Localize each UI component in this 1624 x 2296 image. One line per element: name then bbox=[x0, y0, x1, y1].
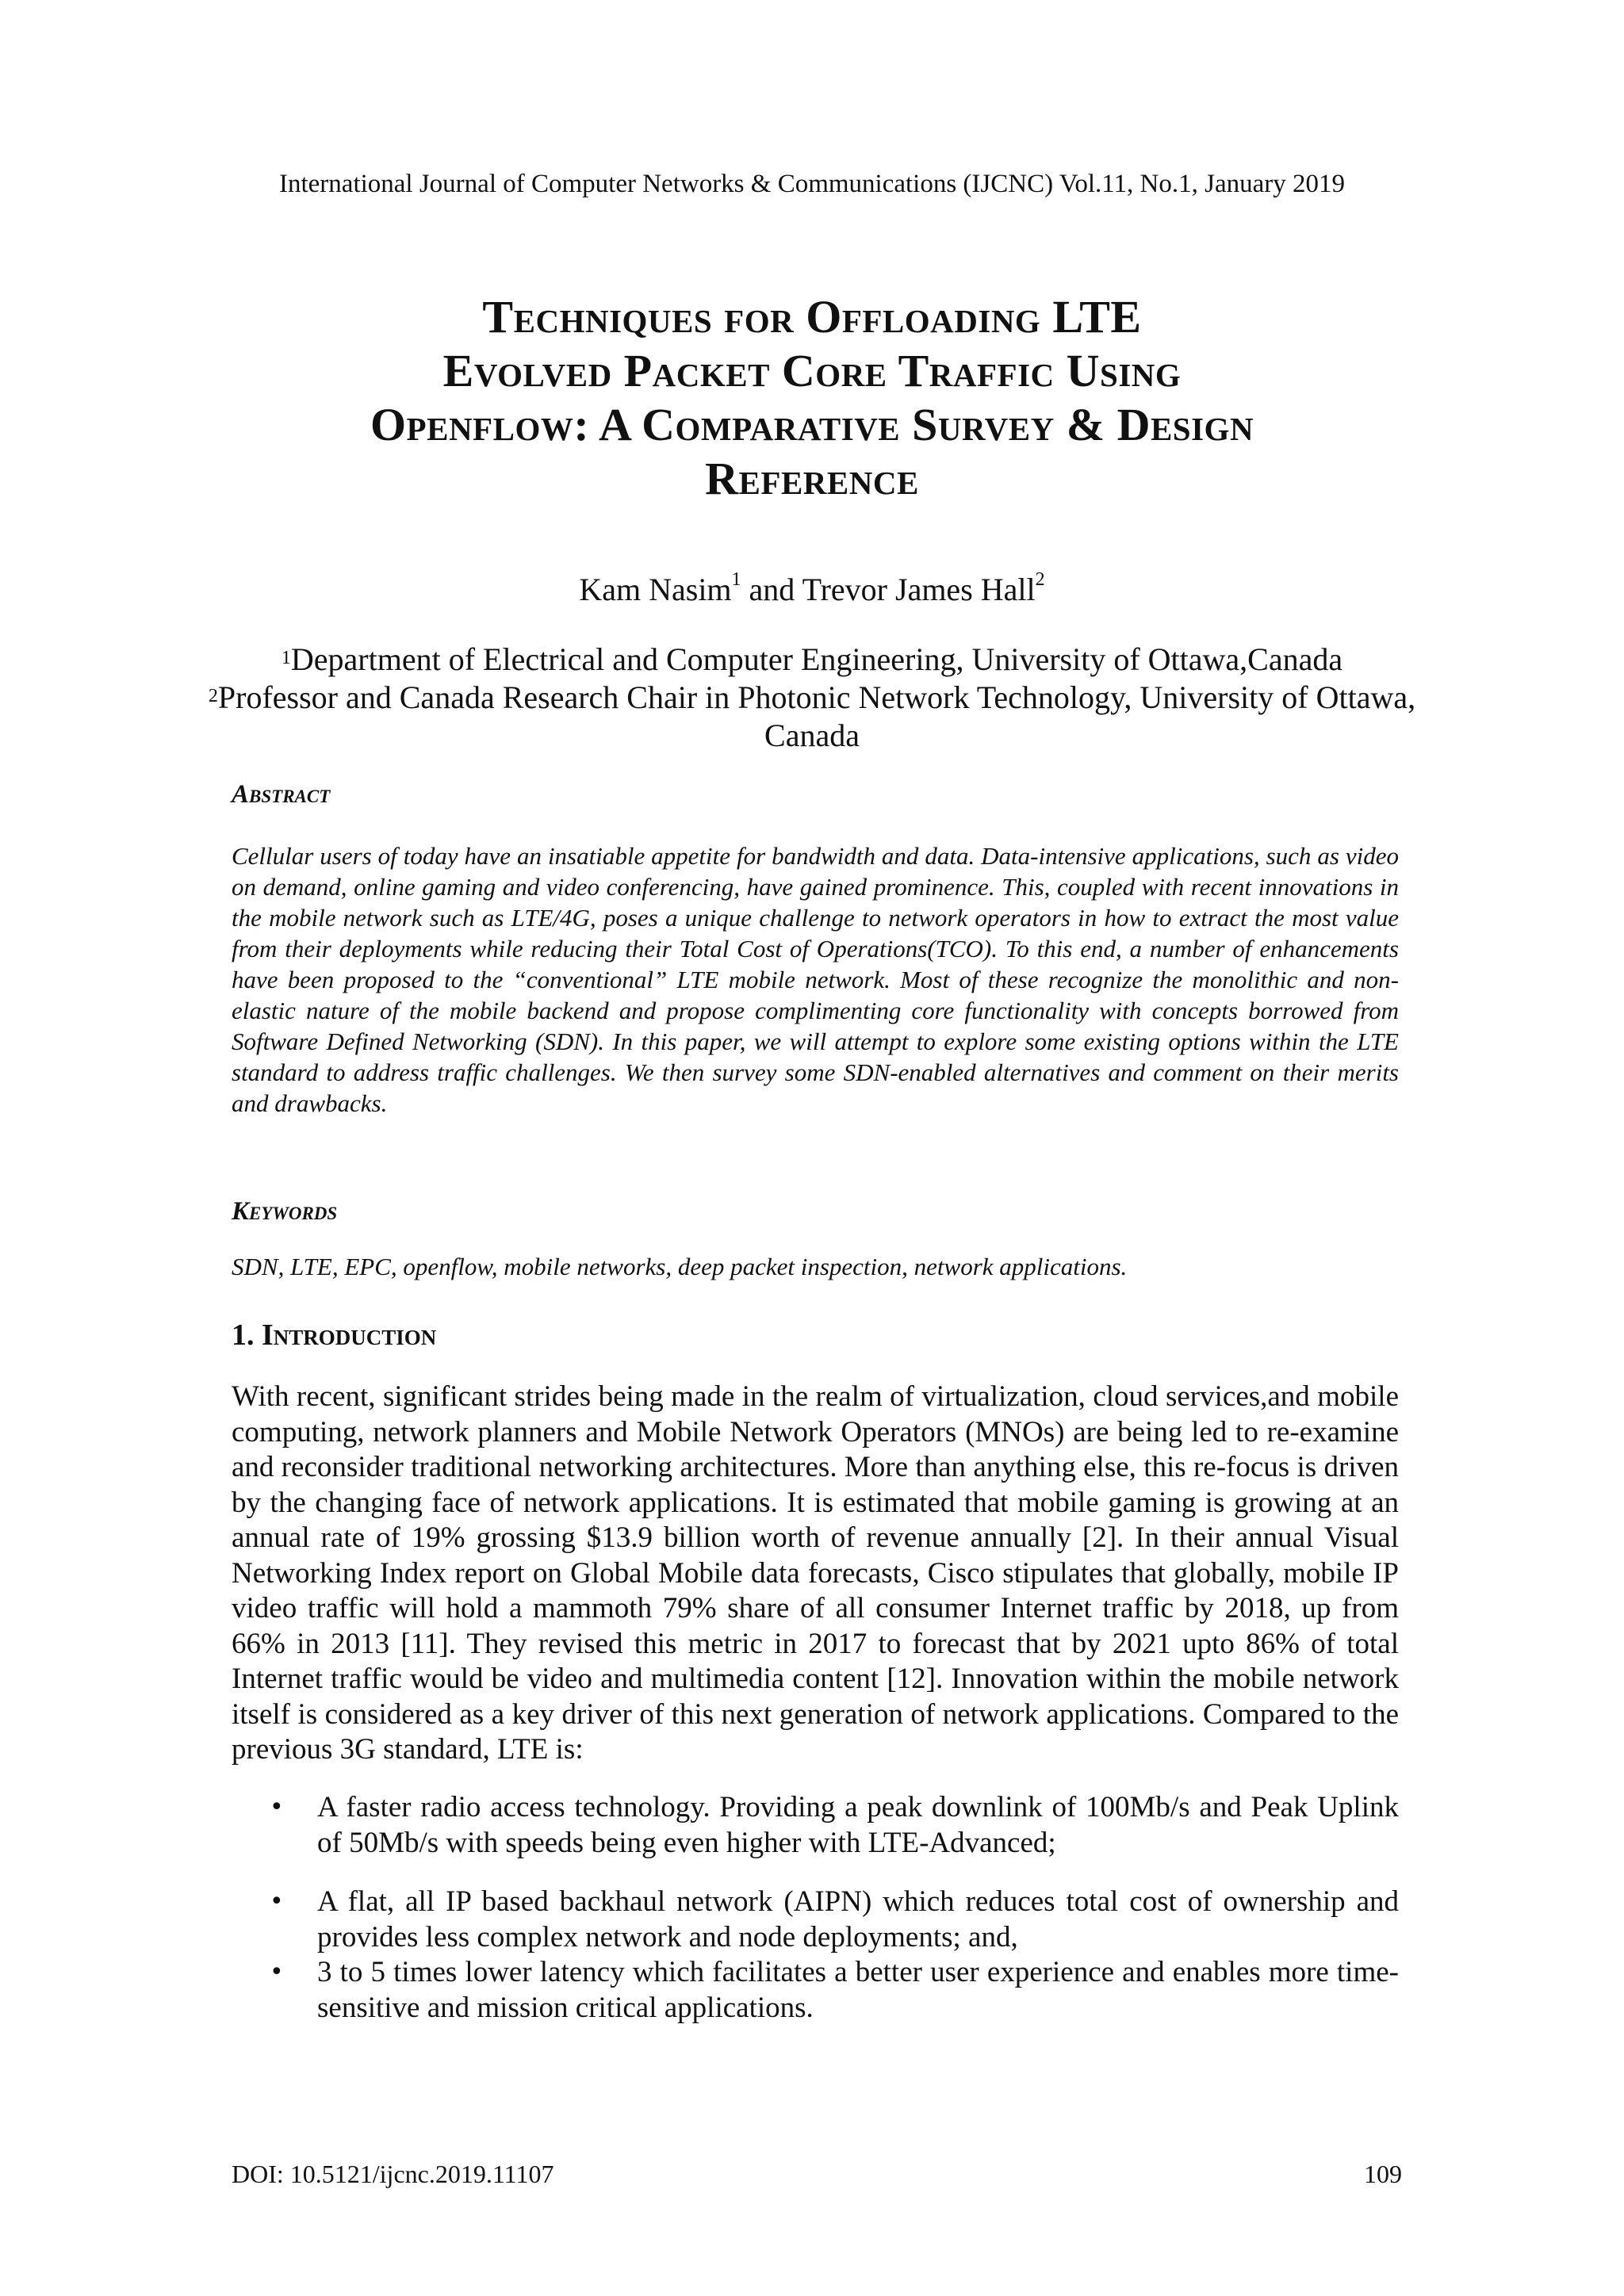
paper-title bbox=[190, 290, 1434, 506]
title-line-4: Reference bbox=[705, 453, 919, 504]
title-line-1: Techniques for Offloading LTE bbox=[482, 291, 1142, 342]
introduction-paragraph: With recent, significant strides being made in the realm of virtualization, cloud services,and mobile computing, network planners and Mobile Network Operators (MNOs) are being led to re-examine and reconsider traditional networking architectures. More than anything else, this re-focus is driven by the changing face of network applications. It is estimated that mobile gaming is growing at an annual rate of 19% grossing $13.9 billion worth of revenue annually [2]. In their annual Visual Networking Index report on Global Mobile data forecasts, Cisco stipulates that globally, mobile IP video traffic will hold a mammoth 79% share of all consumer Internet traffic by 2018, up from 66% in 2013 [11]. They revised this metric in 2017 to forecast that by 2021 upto 86% of total Internet traffic would be video and multimedia content [12]. Innovation within the mobile network itself is considered as a key driver of this next generation of network applications. Compared to the previous 3G standard, LTE is: bbox=[232, 1380, 1399, 1766]
lte-advantages-list bbox=[232, 1790, 1399, 2026]
author-name-2: Trevor James Hall bbox=[802, 572, 1036, 607]
author-line bbox=[0, 571, 1624, 608]
affiliation-1 bbox=[190, 641, 1434, 679]
author-1-affiliation-mark: 1 bbox=[731, 569, 741, 590]
affiliation-1-text: Department of Electrical and Computer Engineering, University of Ottawa,Canada bbox=[290, 641, 1343, 677]
title-line-2: Evolved Packet Core Traffic Using bbox=[442, 345, 1182, 396]
author-conjunction: and bbox=[741, 572, 802, 607]
list-item bbox=[232, 1885, 1399, 1955]
keywords-heading: Keywords bbox=[232, 1197, 338, 1226]
affiliation-2-mark: 2 bbox=[208, 686, 218, 706]
bullet-icon: • bbox=[270, 1958, 284, 1986]
author-2-affiliation-mark: 2 bbox=[1035, 569, 1045, 590]
abstract-text: Cellular users of today have an insatiable appetite for bandwidth and data. Data-intensive applications, such as video on demand, online gaming and video conferencing, have gained prominence. This, coupled with recent innovations in the mobile network such as LTE/4G, poses a unique challenge to network operators in how to extract the most value from their deployments while reducing their Total Cost of Operations(TCO). To this end, a number of enhancements have been proposed to the “conventional” LTE mobile network. Most of these recognize the monolithic and non-elastic nature of the mobile backend and propose complimenting core functionality with concepts borrowed from Software Defined Networking (SDN). In this paper, we will attempt to explore some existing options within the LTE standard to address traffic challenges. We then survey some SDN-enabled alternatives and comment on their merits and drawbacks. bbox=[232, 842, 1399, 1117]
bullet-icon: • bbox=[270, 1888, 284, 1915]
title-line-3: Openflow: A Comparative Survey & Design bbox=[370, 399, 1254, 450]
list-item-text: A faster radio access technology. Providing a peak downlink of 100Mb/s and Peak Uplink of 50Mb/s with speeds being even higher with LTE-Advanced; bbox=[317, 1791, 1399, 1859]
list-item bbox=[232, 1955, 1399, 2026]
affiliation-2 bbox=[190, 679, 1434, 755]
list-item-text: 3 to 5 times lower latency which facilitates a better user experience and enables more time-sensitive and mission critical applications. bbox=[317, 1956, 1399, 2024]
list-item bbox=[232, 1790, 1399, 1861]
affiliations bbox=[190, 641, 1434, 755]
abstract-heading: Abstract bbox=[232, 780, 331, 809]
journal-header: International Journal of Computer Networks & Communications (IJCNC) Vol.11, No.1, January 2019 bbox=[279, 170, 1345, 198]
author-name-1: Kam Nasim bbox=[579, 572, 732, 607]
list-item-text: A flat, all IP based backhaul network (AIPN) which reduces total cost of ownership and provides less complex network and node deployments; and, bbox=[317, 1885, 1399, 1954]
keywords-text: SDN, LTE, EPC, openflow, mobile networks, deep packet inspection, network applications. bbox=[232, 1253, 1128, 1280]
introduction-heading: 1. Introduction bbox=[232, 1318, 437, 1352]
affiliation-1-mark: 1 bbox=[281, 648, 291, 668]
footer-doi: DOI: 10.5121/ijcnc.2019.11107 bbox=[232, 2160, 554, 2188]
affiliation-2-text: Professor and Canada Research Chair in Photonic Network Technology, University of Ottawa, Canada bbox=[217, 679, 1416, 753]
page-number: 109 bbox=[1364, 2160, 1402, 2188]
bullet-icon: • bbox=[270, 1793, 284, 1821]
